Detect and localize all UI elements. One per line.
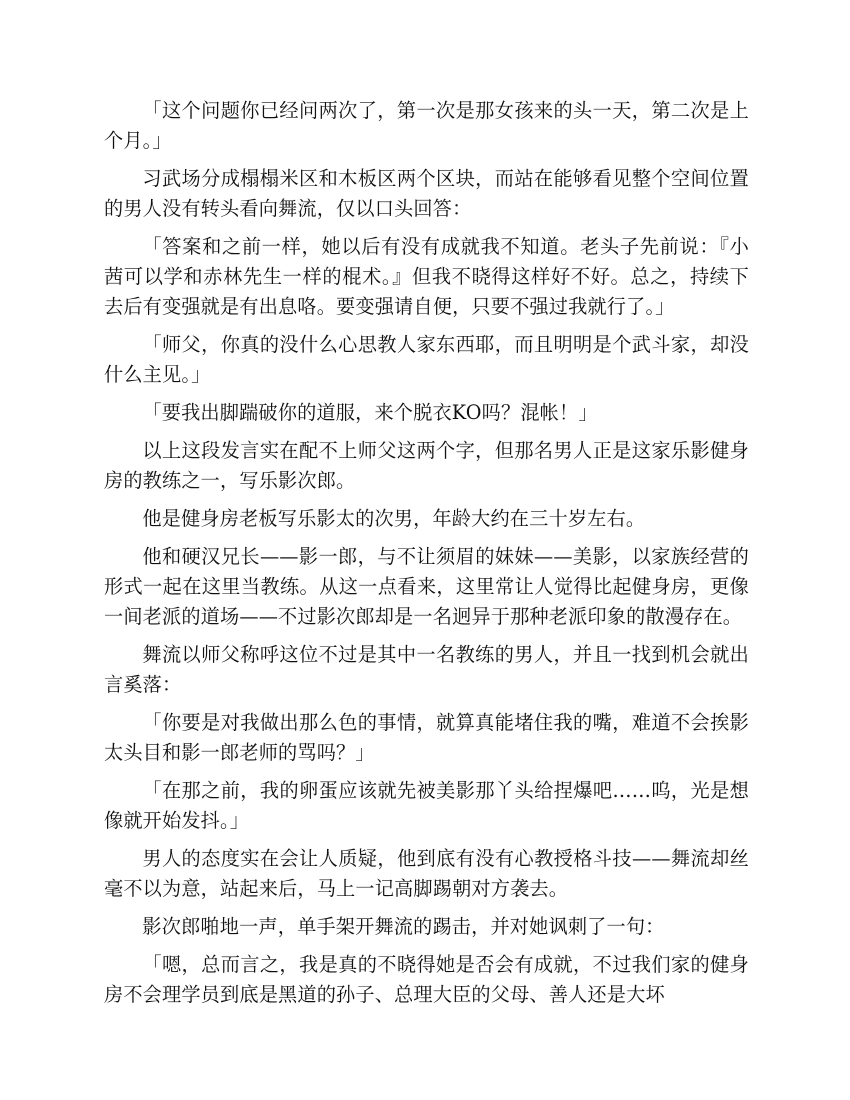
paragraph-9: 舞流以师父称呼这位不过是其中一名教练的男人，并且一找到机会就出言奚落： <box>104 643 749 696</box>
paragraph-14: 「嗯，总而言之，我是真的不晓得她是否会有成就，不过我们家的健身房不会理学员到底是黑道的孙子、总理大臣的父母、善人还是大坏 <box>104 953 749 1006</box>
paragraph-2: 习武场分成榻榻米区和木板区两个区块，而站在能够看见整个空间位置的男人没有转头看向舞流，仅以口头回答： <box>104 167 749 220</box>
paragraph-3: 「答案和之前一样，她以后有没有成就我不知道。老头子先前说：『小茜可以学和赤林先生一样的棍术。』但我不晓得这样好不好。总之，持续下去后有变强就是有出息咯。要变强请自便，只要不强过我就行了。」 <box>104 235 749 318</box>
document-page <box>104 96 749 1010</box>
paragraph-1: 「这个问题你已经问两次了，第一次是那女孩来的头一天，第二次是上个月。」 <box>104 99 749 152</box>
paragraph-10: 「你要是对我做出那么色的事情，就算真能堵住我的嘴，难道不会挨影太头目和影一郎老师的骂吗？」 <box>104 711 749 764</box>
paragraph-5: 「要我出脚踹破你的道服，来个脱衣KO吗？混帐！」 <box>142 401 598 424</box>
paragraph-13: 影次郎啪地一声，单手架开舞流的踢击，并对她讽刺了一句： <box>142 915 665 938</box>
paragraph-12: 男人的态度实在会让人质疑，他到底有没有心教授格斗技——舞流却丝毫不以为意，站起来后，马上一记高脚踢朝对方袭去。 <box>104 847 749 900</box>
paragraph-7: 他是健身房老板写乐影太的次男，年龄大约在三十岁左右。 <box>142 507 646 530</box>
paragraph-11: 「在那之前，我的卵蛋应该就先被美影那丫头给捏爆吧……呜，光是想像就开始发抖。」 <box>104 779 749 832</box>
paragraph-4: 「师父，你真的没什么心思教人家东西耶，而且明明是个武斗家，却没什么主见。」 <box>104 333 749 386</box>
paragraph-6: 以上这段发言实在配不上师父这两个字，但那名男人正是这家乐影健身房的教练之一，写乐影次郎。 <box>104 439 749 492</box>
paragraph-8: 他和硬汉兄长——影一郎，与不让须眉的妹妹——美影，以家族经营的形式一起在这里当教练。从这一点看来，这里常让人觉得比起健身房，更像一间老派的道场——不过影次郎却是一名迥异于那种老派印象的散漫存在。 <box>104 545 749 628</box>
